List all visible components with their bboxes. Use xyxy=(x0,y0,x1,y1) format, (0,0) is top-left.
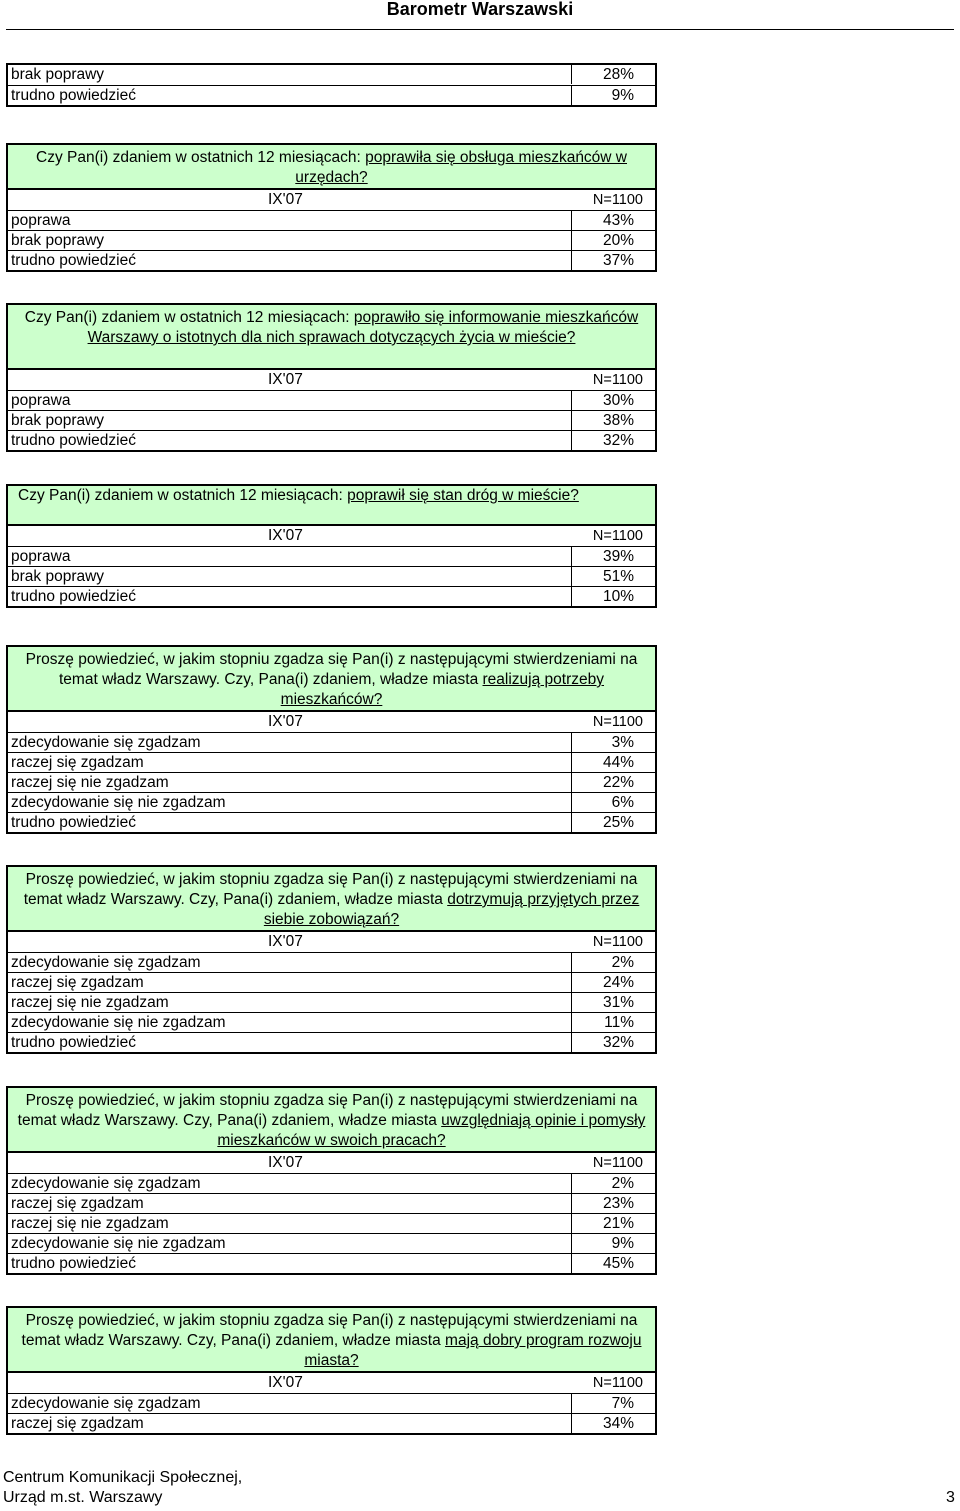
question-text xyxy=(8,145,655,190)
question-text xyxy=(8,1088,655,1153)
question-text xyxy=(8,867,655,932)
row-value: 51% xyxy=(571,567,634,586)
table-row xyxy=(8,250,655,270)
survey-table xyxy=(6,484,657,608)
table-row xyxy=(8,1032,655,1052)
question-intro: Czy Pan(i) zdaniem w ostatnich 12 miesiącach: xyxy=(36,149,366,166)
row-label: trudno powiedzieć xyxy=(11,432,136,449)
question-text xyxy=(8,1308,655,1373)
row-value: 22% xyxy=(571,773,634,792)
row-label: poprawa xyxy=(11,548,71,565)
row-value: 39% xyxy=(571,547,634,566)
table-row xyxy=(8,546,655,566)
sample-size: N=1100 xyxy=(592,1375,643,1391)
table-row xyxy=(8,1173,655,1193)
footer-organization: Centrum Komunikacji Społecznej, xyxy=(3,1469,243,1486)
row-label: poprawa xyxy=(11,212,71,229)
row-label: zdecydowanie się zgadzam xyxy=(11,1395,201,1412)
header-divider xyxy=(6,29,954,30)
row-label: zdecydowanie się nie zgadzam xyxy=(11,1014,226,1031)
question-intro: Proszę powiedzieć, w jakim stopniu zgadza się Pan(i) z następującymi stwierdzeniami na temat władz Warszawy. Czy, Pana(i) zdaniem, władze miasta xyxy=(23,871,638,908)
row-label: trudno powiedzieć xyxy=(11,252,136,269)
table-row xyxy=(8,732,655,752)
sample-size: N=1100 xyxy=(592,714,643,730)
row-label: trudno powiedzieć xyxy=(11,87,136,104)
table-row xyxy=(8,566,655,586)
page-title: Barometr Warszawski xyxy=(386,0,574,19)
row-value: 21% xyxy=(571,1214,634,1233)
table-header xyxy=(8,712,655,732)
row-label: brak poprawy xyxy=(11,66,105,83)
table-row xyxy=(8,1233,655,1253)
table-row xyxy=(8,586,655,606)
row-label: raczej się zgadzam xyxy=(11,1415,144,1432)
survey-table xyxy=(6,143,657,272)
row-value: 24% xyxy=(571,973,634,992)
row-value: 37% xyxy=(571,251,634,270)
row-value: 7% xyxy=(571,1394,634,1413)
table-row xyxy=(8,430,655,450)
row-value: 2% xyxy=(571,953,634,972)
question-intro: Czy Pan(i) zdaniem w ostatnich 12 miesiącach: xyxy=(18,487,348,504)
table-row xyxy=(8,85,655,105)
question-intro: Proszę powiedzieć, w jakim stopniu zgadza się Pan(i) z następującymi stwierdzeniami na temat władz Warszawy. Czy, Pana(i) zdaniem, władze miasta xyxy=(25,651,638,688)
row-value: 3% xyxy=(571,733,634,752)
wave-label: IX'07 xyxy=(268,371,303,388)
page-number: 3 xyxy=(946,1489,955,1506)
question-topic: realizują potrzeby mieszkańców? xyxy=(280,671,604,708)
wave-label: IX'07 xyxy=(268,527,303,544)
table-header xyxy=(8,932,655,952)
row-label: trudno powiedzieć xyxy=(11,588,136,605)
table-row xyxy=(8,65,655,85)
row-value: 32% xyxy=(571,1033,634,1052)
table-row xyxy=(8,1193,655,1213)
row-value: 20% xyxy=(571,231,634,250)
question-topic: poprawiła się obsługa mieszkańców w urzędach? xyxy=(295,149,627,186)
table-row xyxy=(8,752,655,772)
table-row xyxy=(8,952,655,972)
row-value: 9% xyxy=(571,1234,634,1253)
row-value: 34% xyxy=(571,1414,634,1433)
table-row xyxy=(8,1012,655,1032)
table-row xyxy=(8,1213,655,1233)
table-row xyxy=(8,812,655,832)
row-value: 9% xyxy=(571,86,634,105)
table-header xyxy=(8,1153,655,1173)
table-row xyxy=(8,390,655,410)
survey-table xyxy=(6,1306,657,1435)
row-label: raczej się nie zgadzam xyxy=(11,774,169,791)
row-label: brak poprawy xyxy=(11,568,105,585)
row-label: raczej się zgadzam xyxy=(11,974,144,991)
question-text xyxy=(8,305,655,370)
row-label: zdecydowanie się zgadzam xyxy=(11,954,201,971)
survey-table xyxy=(6,63,657,107)
question-intro: Czy Pan(i) zdaniem w ostatnich 12 miesiącach: xyxy=(24,309,354,326)
table-row xyxy=(8,1253,655,1273)
row-value: 28% xyxy=(571,65,634,84)
wave-label: IX'07 xyxy=(268,191,303,208)
row-label: brak poprawy xyxy=(11,232,105,249)
row-value: 45% xyxy=(571,1254,634,1273)
survey-table xyxy=(6,1086,657,1275)
row-value: 11% xyxy=(571,1013,634,1032)
table-row xyxy=(8,992,655,1012)
table-header xyxy=(8,526,655,546)
row-label: raczej się nie zgadzam xyxy=(11,1215,169,1232)
question-text xyxy=(8,486,655,526)
table-row xyxy=(8,1393,655,1413)
row-label: raczej się zgadzam xyxy=(11,1195,144,1212)
question-topic: mają dobry program rozwoju miasta? xyxy=(304,1332,642,1369)
survey-table xyxy=(6,303,657,452)
row-label: zdecydowanie się zgadzam xyxy=(11,734,201,751)
row-value: 10% xyxy=(571,587,634,606)
row-label: trudno powiedzieć xyxy=(11,1255,136,1272)
wave-label: IX'07 xyxy=(268,1374,303,1391)
table-header xyxy=(8,1373,655,1393)
table-row xyxy=(8,210,655,230)
row-value: 30% xyxy=(571,391,634,410)
row-value: 31% xyxy=(571,993,634,1012)
row-label: zdecydowanie się nie zgadzam xyxy=(11,1235,226,1252)
table-row xyxy=(8,230,655,250)
row-value: 44% xyxy=(571,753,634,772)
wave-label: IX'07 xyxy=(268,713,303,730)
row-value: 2% xyxy=(571,1174,634,1193)
sample-size: N=1100 xyxy=(592,372,643,388)
row-label: zdecydowanie się zgadzam xyxy=(11,1175,201,1192)
question-topic: poprawił się stan dróg w mieście? xyxy=(347,487,579,504)
footer-office: Urząd m.st. Warszawy xyxy=(3,1489,163,1506)
question-topic: uwzględniają opinie i pomysły mieszkańców w swoich pracach? xyxy=(217,1112,646,1149)
wave-label: IX'07 xyxy=(268,1154,303,1171)
row-value: 43% xyxy=(571,211,634,230)
question-intro: Proszę powiedzieć, w jakim stopniu zgadza się Pan(i) z następującymi stwierdzeniami na temat władz Warszawy. Czy, Pana(i) zdaniem, władze miasta xyxy=(21,1312,638,1349)
sample-size: N=1100 xyxy=(592,934,643,950)
row-label: trudno powiedzieć xyxy=(11,814,136,831)
question-text xyxy=(8,647,655,712)
row-value: 38% xyxy=(571,411,634,430)
row-value: 6% xyxy=(571,793,634,812)
sample-size: N=1100 xyxy=(592,1155,643,1171)
table-header xyxy=(8,190,655,210)
question-topic: poprawiło się informowanie mieszkańców Warszawy o istotnych dla nich sprawach dotyczących życia w mieście? xyxy=(87,309,639,346)
table-row xyxy=(8,792,655,812)
row-value: 25% xyxy=(571,813,634,832)
row-label: trudno powiedzieć xyxy=(11,1034,136,1051)
wave-label: IX'07 xyxy=(268,933,303,950)
row-label: poprawa xyxy=(11,392,71,409)
row-label: raczej się nie zgadzam xyxy=(11,994,169,1011)
table-header xyxy=(8,370,655,390)
question-intro: Proszę powiedzieć, w jakim stopniu zgadza się Pan(i) z następującymi stwierdzeniami na temat władz Warszawy. Czy, Pana(i) zdaniem, władze miasta xyxy=(17,1092,638,1129)
row-value: 23% xyxy=(571,1194,634,1213)
table-row xyxy=(8,410,655,430)
row-value: 32% xyxy=(571,431,634,450)
row-label: brak poprawy xyxy=(11,412,105,429)
survey-table xyxy=(6,645,657,834)
row-label: raczej się zgadzam xyxy=(11,754,144,771)
survey-table xyxy=(6,865,657,1054)
sample-size: N=1100 xyxy=(592,528,643,544)
table-row xyxy=(8,972,655,992)
row-label: zdecydowanie się nie zgadzam xyxy=(11,794,226,811)
question-topic: dotrzymują przyjętych przez siebie zobowiązań? xyxy=(263,891,640,928)
table-row xyxy=(8,1413,655,1433)
table-row xyxy=(8,772,655,792)
sample-size: N=1100 xyxy=(592,192,643,208)
